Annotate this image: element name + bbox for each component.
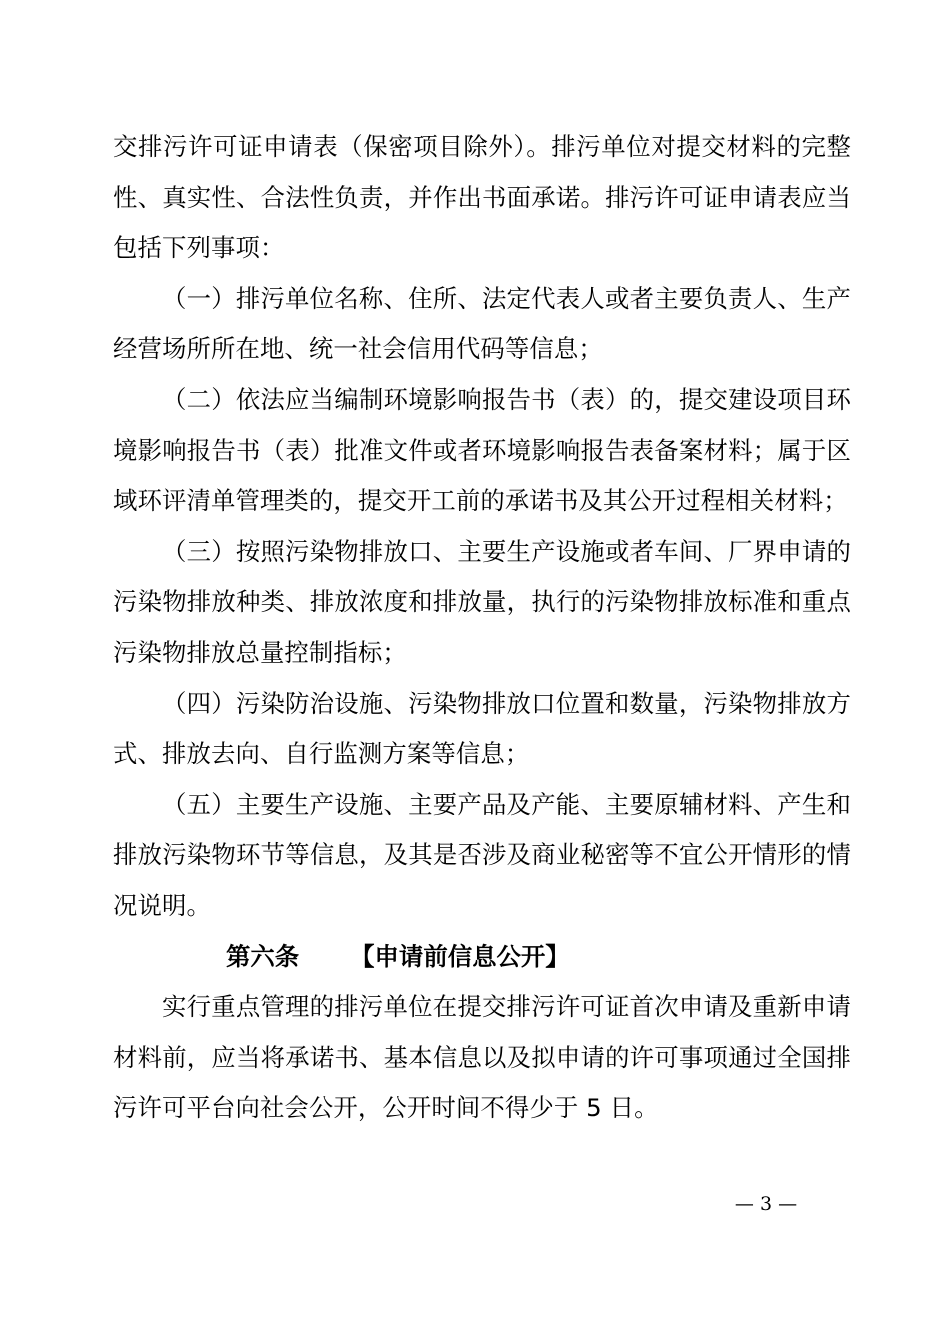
article-body: 实行重点管理的排污单位在提交排污许可证首次申请及重新申请材料前，应当将承诺书、基本信息以及拟申请的许可事项通过全国排污许可平台向社会公开，公开时间不得少于 5 日。 [113,992,851,1123]
article-title: 【申请前信息公开】 [350,941,570,971]
article-number: 第六条 [226,941,300,971]
list-item-2: （二）依法应当编制环境影响报告书（表）的，提交建设项目环境影响报告书（表）批准文件或者环境影响报告表备案材料；属于区域环评清单管理类的，提交开工前的承诺书及其公开过程相关材料； [113,384,851,516]
document-page [113,122,851,1134]
list-item-4: （四）污染防治设施、污染物排放口位置和数量，污染物排放方式、排放去向、自行监测方案等信息； [113,688,851,769]
page-number: — 3 — [734,1193,798,1215]
list-item-3: （三）按照污染物排放口、主要生产设施或者车间、厂界申请的污染物排放种类、排放浓度和排放量，执行的污染物排放标准和重点污染物排放总量控制指标； [113,536,851,667]
paragraph-continuation: 交排污许可证申请表（保密项目除外）。排污单位对提交材料的完整性、真实性、合法性负责，并作出书面承诺。排污许可证申请表应当包括下列事项： [113,132,851,263]
list-item-1: （一）排污单位名称、住所、法定代表人或者主要负责人、生产经营场所所在地、统一社会信用代码等信息； [113,283,851,364]
list-item-5: （五）主要生产设施、主要产品及产能、主要原辅材料、产生和排放污染物环节等信息，及其是否涉及商业秘密等不宜公开情形的情况说明。 [113,789,851,920]
article-heading [113,932,851,983]
